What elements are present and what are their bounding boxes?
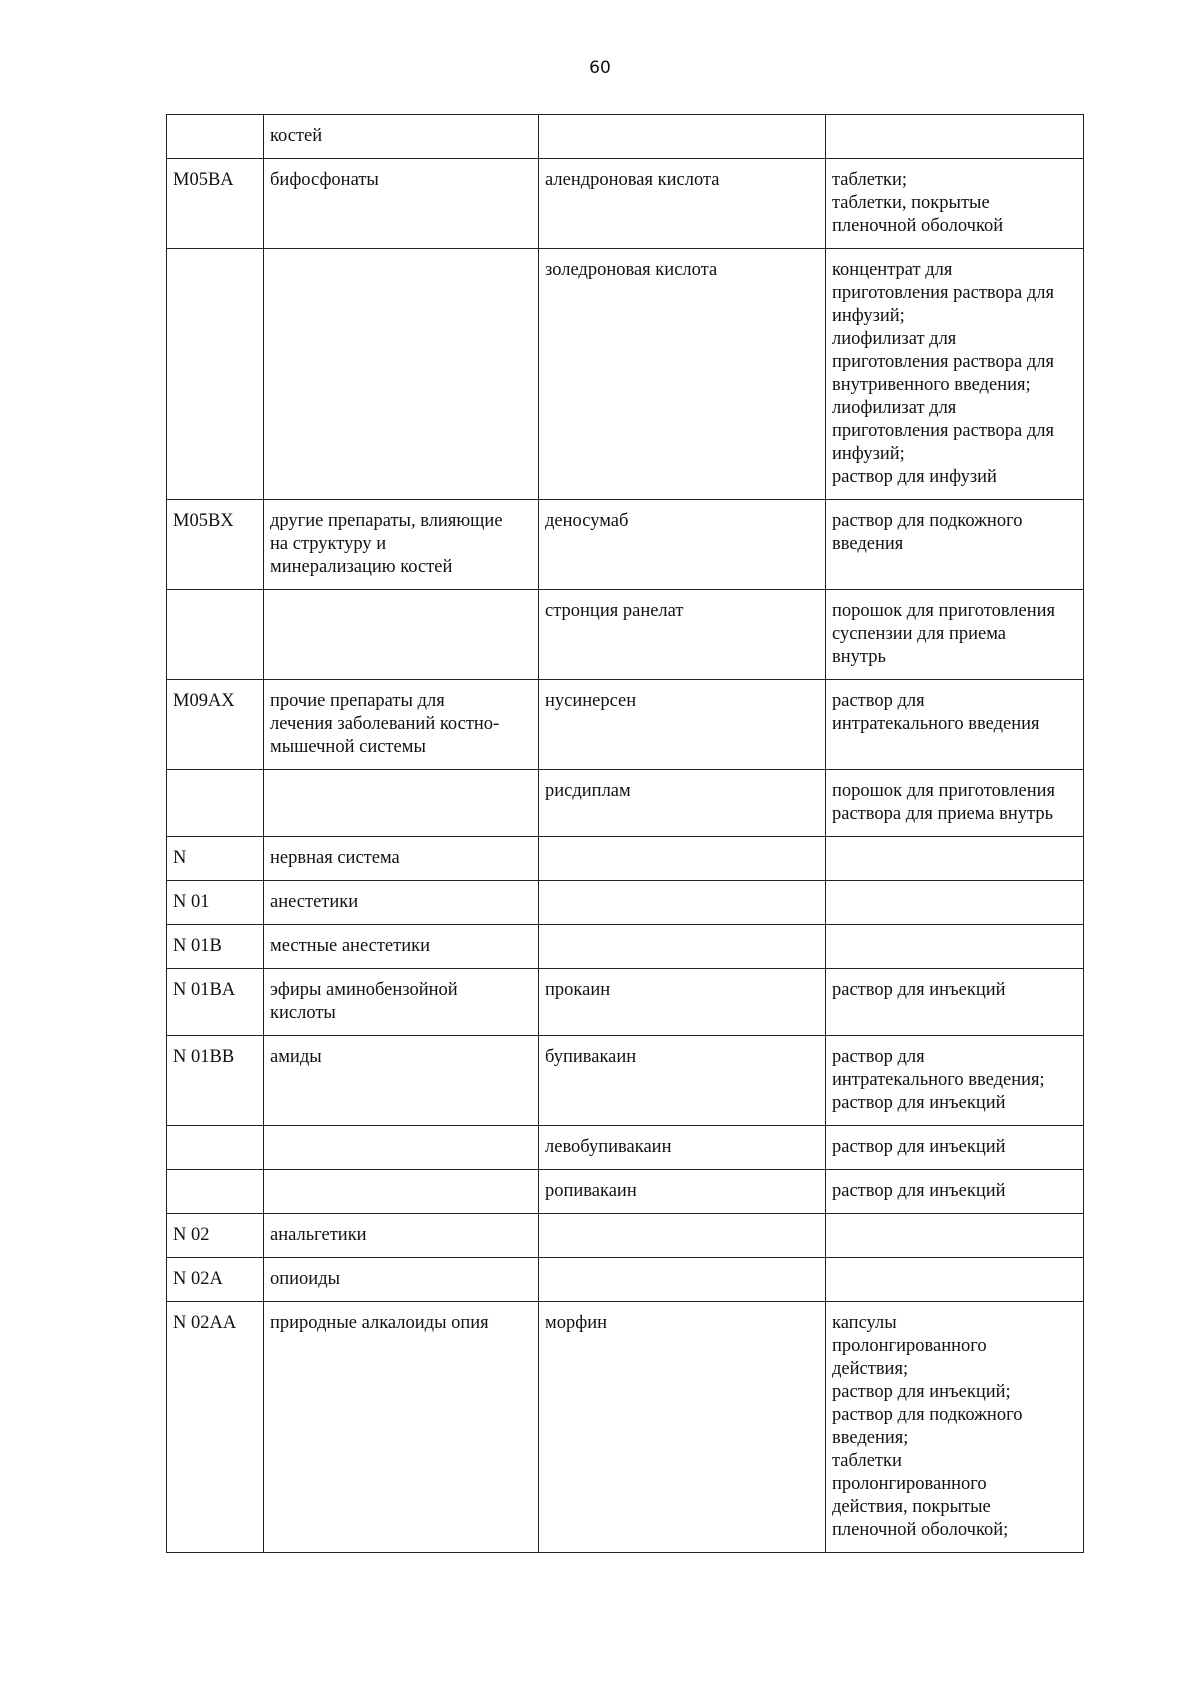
- dosage-form-cell: раствор для интратекального введения; раствор для инъекций: [826, 1036, 1084, 1126]
- drug-name-cell: нусинерсен: [539, 680, 826, 770]
- page-number: 60: [589, 58, 611, 78]
- atc-code-cell: [167, 1126, 264, 1170]
- dosage-form-cell: порошок для приготовления суспензии для приема внутрь: [826, 590, 1084, 680]
- anatomical-group-cell: опиоиды: [264, 1258, 539, 1302]
- atc-code-cell: [167, 590, 264, 680]
- anatomical-group-cell: [264, 590, 539, 680]
- drug-name-cell: рисдиплам: [539, 770, 826, 837]
- dosage-form-cell: порошок для приготовления раствора для приема внутрь: [826, 770, 1084, 837]
- table-row: [167, 1036, 1084, 1126]
- table-row: [167, 249, 1084, 500]
- anatomical-group-cell: [264, 249, 539, 500]
- table-row: [167, 1126, 1084, 1170]
- atc-code-cell: [167, 115, 264, 159]
- atc-code-cell: N: [167, 837, 264, 881]
- table-row: [167, 500, 1084, 590]
- dosage-form-cell: раствор для инъекций: [826, 969, 1084, 1036]
- anatomical-group-cell: [264, 1170, 539, 1214]
- atc-code-cell: [167, 249, 264, 500]
- atc-code-cell: M09AX: [167, 680, 264, 770]
- dosage-form-cell: концентрат для приготовления раствора для инфузий; лиофилизат для приготовления раствора для внутривенного введения; лиофилизат для приготовления раствора для инфузий; раствор для инфузий: [826, 249, 1084, 500]
- dosage-form-cell: [826, 881, 1084, 925]
- anatomical-group-cell: прочие препараты для лечения заболеваний костно- мышечной системы: [264, 680, 539, 770]
- dosage-form-cell: [826, 1214, 1084, 1258]
- drug-name-cell: [539, 1214, 826, 1258]
- table-row: [167, 1258, 1084, 1302]
- anatomical-group-cell: амиды: [264, 1036, 539, 1126]
- table-row: [167, 115, 1084, 159]
- dosage-form-cell: раствор для инъекций: [826, 1170, 1084, 1214]
- drug-name-cell: [539, 837, 826, 881]
- anatomical-group-cell: анальгетики: [264, 1214, 539, 1258]
- table-row: [167, 590, 1084, 680]
- anatomical-group-cell: бифосфонаты: [264, 159, 539, 249]
- anatomical-group-cell: эфиры аминобензойной кислоты: [264, 969, 539, 1036]
- atc-code-cell: [167, 770, 264, 837]
- atc-code-cell: N 02: [167, 1214, 264, 1258]
- dosage-form-cell: раствор для интратекального введения: [826, 680, 1084, 770]
- drug-name-cell: прокаин: [539, 969, 826, 1036]
- drug-name-cell: морфин: [539, 1302, 826, 1553]
- atc-code-cell: N 01BB: [167, 1036, 264, 1126]
- dosage-form-cell: [826, 925, 1084, 969]
- atc-code-cell: N 01: [167, 881, 264, 925]
- atc-code-cell: M05BA: [167, 159, 264, 249]
- anatomical-group-cell: костей: [264, 115, 539, 159]
- atc-code-cell: M05BX: [167, 500, 264, 590]
- table-row: [167, 925, 1084, 969]
- dosage-form-cell: [826, 1258, 1084, 1302]
- dosage-form-cell: капсулы пролонгированного действия; раствор для инъекций; раствор для подкожного введения; таблетки пролонгированного действия, покрытые пленочной оболочкой;: [826, 1302, 1084, 1553]
- anatomical-group-cell: нервная система: [264, 837, 539, 881]
- table-row: [167, 969, 1084, 1036]
- drug-name-cell: левобупивакаин: [539, 1126, 826, 1170]
- drug-name-cell: [539, 925, 826, 969]
- drug-name-cell: алендроновая кислота: [539, 159, 826, 249]
- drug-name-cell: бупивакаин: [539, 1036, 826, 1126]
- table-row: [167, 770, 1084, 837]
- drug-name-cell: [539, 881, 826, 925]
- table-row: [167, 1214, 1084, 1258]
- dosage-form-cell: [826, 837, 1084, 881]
- drug-name-cell: стронция ранелат: [539, 590, 826, 680]
- atc-code-cell: N 02AA: [167, 1302, 264, 1553]
- anatomical-group-cell: другие препараты, влияющие на структуру и минерализацию костей: [264, 500, 539, 590]
- dosage-form-cell: таблетки; таблетки, покрытые пленочной оболочкой: [826, 159, 1084, 249]
- anatomical-group-cell: природные алкалоиды опия: [264, 1302, 539, 1553]
- dosage-form-cell: раствор для подкожного введения: [826, 500, 1084, 590]
- dosage-form-cell: [826, 115, 1084, 159]
- table-row: [167, 837, 1084, 881]
- drug-name-cell: [539, 1258, 826, 1302]
- anatomical-group-cell: анестетики: [264, 881, 539, 925]
- atc-code-cell: N 02A: [167, 1258, 264, 1302]
- drug-name-cell: золедроновая кислота: [539, 249, 826, 500]
- atc-code-cell: N 01B: [167, 925, 264, 969]
- table-row: [167, 881, 1084, 925]
- anatomical-group-cell: местные анестетики: [264, 925, 539, 969]
- drug-name-cell: деносумаб: [539, 500, 826, 590]
- drug-name-cell: [539, 115, 826, 159]
- atc-code-cell: [167, 1170, 264, 1214]
- anatomical-group-cell: [264, 770, 539, 837]
- table-row: [167, 1302, 1084, 1553]
- anatomical-group-cell: [264, 1126, 539, 1170]
- drug-name-cell: ропивакаин: [539, 1170, 826, 1214]
- table-row: [167, 680, 1084, 770]
- table-row: [167, 1170, 1084, 1214]
- drug-table: [166, 114, 1084, 1553]
- dosage-form-cell: раствор для инъекций: [826, 1126, 1084, 1170]
- table-row: [167, 159, 1084, 249]
- atc-code-cell: N 01BA: [167, 969, 264, 1036]
